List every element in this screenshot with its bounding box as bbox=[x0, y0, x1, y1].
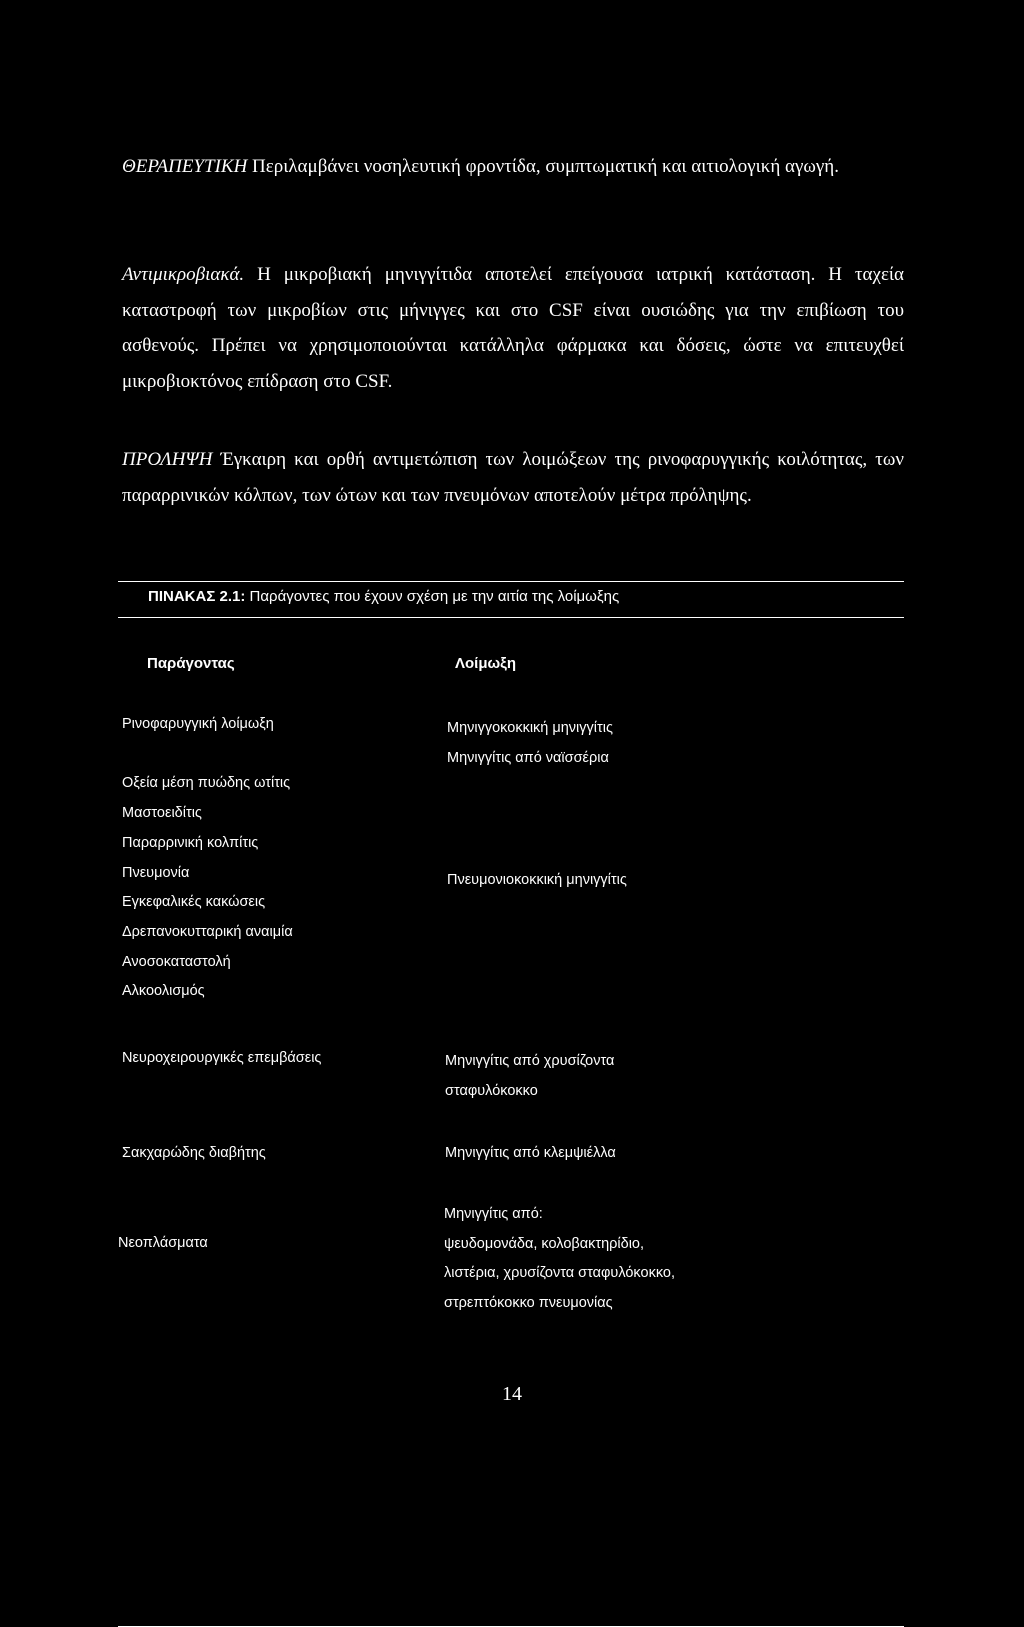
table-cell: Μηνιγγίτις από: bbox=[444, 1206, 543, 1222]
table-cell: Νεοπλάσματα bbox=[118, 1235, 208, 1251]
table-cell: ψευδομονάδα, κολοβακτηρίδιο, bbox=[444, 1235, 645, 1252]
page-number: 14 bbox=[502, 1383, 522, 1405]
table-cell: Ρινοφαρυγγική λοίμωξη bbox=[122, 716, 274, 732]
antimicrobial-text: Η μικροβιακή μηνιγγίτιδα αποτελεί επείγουσα ιατρική κατάσταση. Η ταχεία καταστροφή των μικροβίων στις μήνιγγες και στο CSF είναι ουσιώδης για την επιβίωση του ασθενούς. Πρέπει να χρησιμοποιούνται κατάλληλα φάρμακα και δόσεις, ώστε να επιτευχθεί μικροβιοκτόνος επίδραση στο CSF. bbox=[122, 264, 904, 392]
therapeutic-label: ΘΕΡΑΠΕΥΤΙΚΗ bbox=[122, 156, 248, 177]
antimicrobial-paragraph bbox=[122, 257, 904, 399]
table-cell: λιστέρια, χρυσίζοντα σταφυλόκοκκο, bbox=[444, 1265, 675, 1282]
table-cell: Μαστοειδίτις bbox=[122, 805, 202, 822]
table-cell bbox=[122, 740, 293, 770]
table-cell: σταφυλόκοκκο bbox=[445, 1082, 538, 1099]
factor-group-3 bbox=[122, 1139, 266, 1169]
table-caption bbox=[148, 588, 619, 605]
table-cell: Πνευμονία bbox=[122, 864, 190, 881]
table-caption-label: ΠΙΝΑΚΑΣ 2.1: bbox=[148, 588, 246, 605]
table-cell: Εγκεφαλικές κακώσεις bbox=[122, 894, 266, 911]
table-cell: Οξεία μέση πυώδης ωτίτις bbox=[122, 775, 291, 792]
factor-group-2 bbox=[122, 1044, 321, 1074]
table-cell: Πνευμονιοκοκκική μηνιγγίτις bbox=[447, 872, 627, 888]
table-cell: Μηνιγγοκοκκική μηνιγγίτις bbox=[447, 720, 613, 736]
therapeutic-paragraph bbox=[122, 149, 904, 185]
column-header-infection: Λοίμωξη bbox=[455, 655, 517, 672]
table-cell: Ανοσοκαταστολή bbox=[122, 953, 231, 970]
table-cell: Αλκοολισμός bbox=[122, 983, 205, 1000]
infection-group-2 bbox=[447, 866, 627, 896]
prevention-paragraph bbox=[122, 442, 904, 513]
table-cell: Δρεπανοκυτταρική αναιμία bbox=[122, 923, 293, 940]
infection-group-4 bbox=[445, 1139, 616, 1169]
column-header-factor: Παράγοντας bbox=[147, 655, 235, 672]
table-cell: Μηνιγγίτις από κλεμψιέλλα bbox=[445, 1145, 616, 1161]
factor-group-4 bbox=[118, 1229, 208, 1259]
prevention-label: ΠΡΟΛΗΨΗ bbox=[122, 449, 213, 470]
table-cell: Μηνιγγίτις από ναϊσσέρια bbox=[447, 749, 609, 766]
table-cell: Παραρρινική κολπίτις bbox=[122, 834, 259, 851]
table-cell: Μηνιγγίτις από χρυσίζοντα bbox=[445, 1053, 615, 1069]
table-caption-rule bbox=[118, 617, 904, 618]
infection-group-1 bbox=[447, 714, 613, 773]
factor-group-1 bbox=[122, 710, 293, 1007]
table-cell: Σακχαρώδης διαβήτης bbox=[122, 1145, 266, 1161]
therapeutic-text: Περιλαμβάνει νοσηλευτική φροντίδα, συμπτωματική και αιτιολογική αγωγή. bbox=[247, 156, 839, 177]
table-top-rule bbox=[118, 581, 904, 582]
prevention-text: Έγκαιρη και ορθή αντιμετώπιση των λοιμώξεων της ρινοφαρυγγικής κοιλότητας, των παραρρινικών κόλπων, των ώτων και των πνευμόνων αποτελούν μέτρα πρόληψης. bbox=[122, 449, 904, 506]
table-caption-text: Παράγοντες που έχουν σχέση με την αιτία της λοίμωξης bbox=[245, 588, 620, 605]
antimicrobial-label: Αντιμικροβιακά. bbox=[122, 264, 245, 285]
infection-group-3 bbox=[445, 1047, 614, 1106]
table-cell: Νευροχειρουργικές επεμβάσεις bbox=[122, 1050, 322, 1066]
table-cell: στρεπτόκοκκο πνευμονίας bbox=[444, 1295, 613, 1312]
infection-group-5 bbox=[444, 1200, 675, 1319]
